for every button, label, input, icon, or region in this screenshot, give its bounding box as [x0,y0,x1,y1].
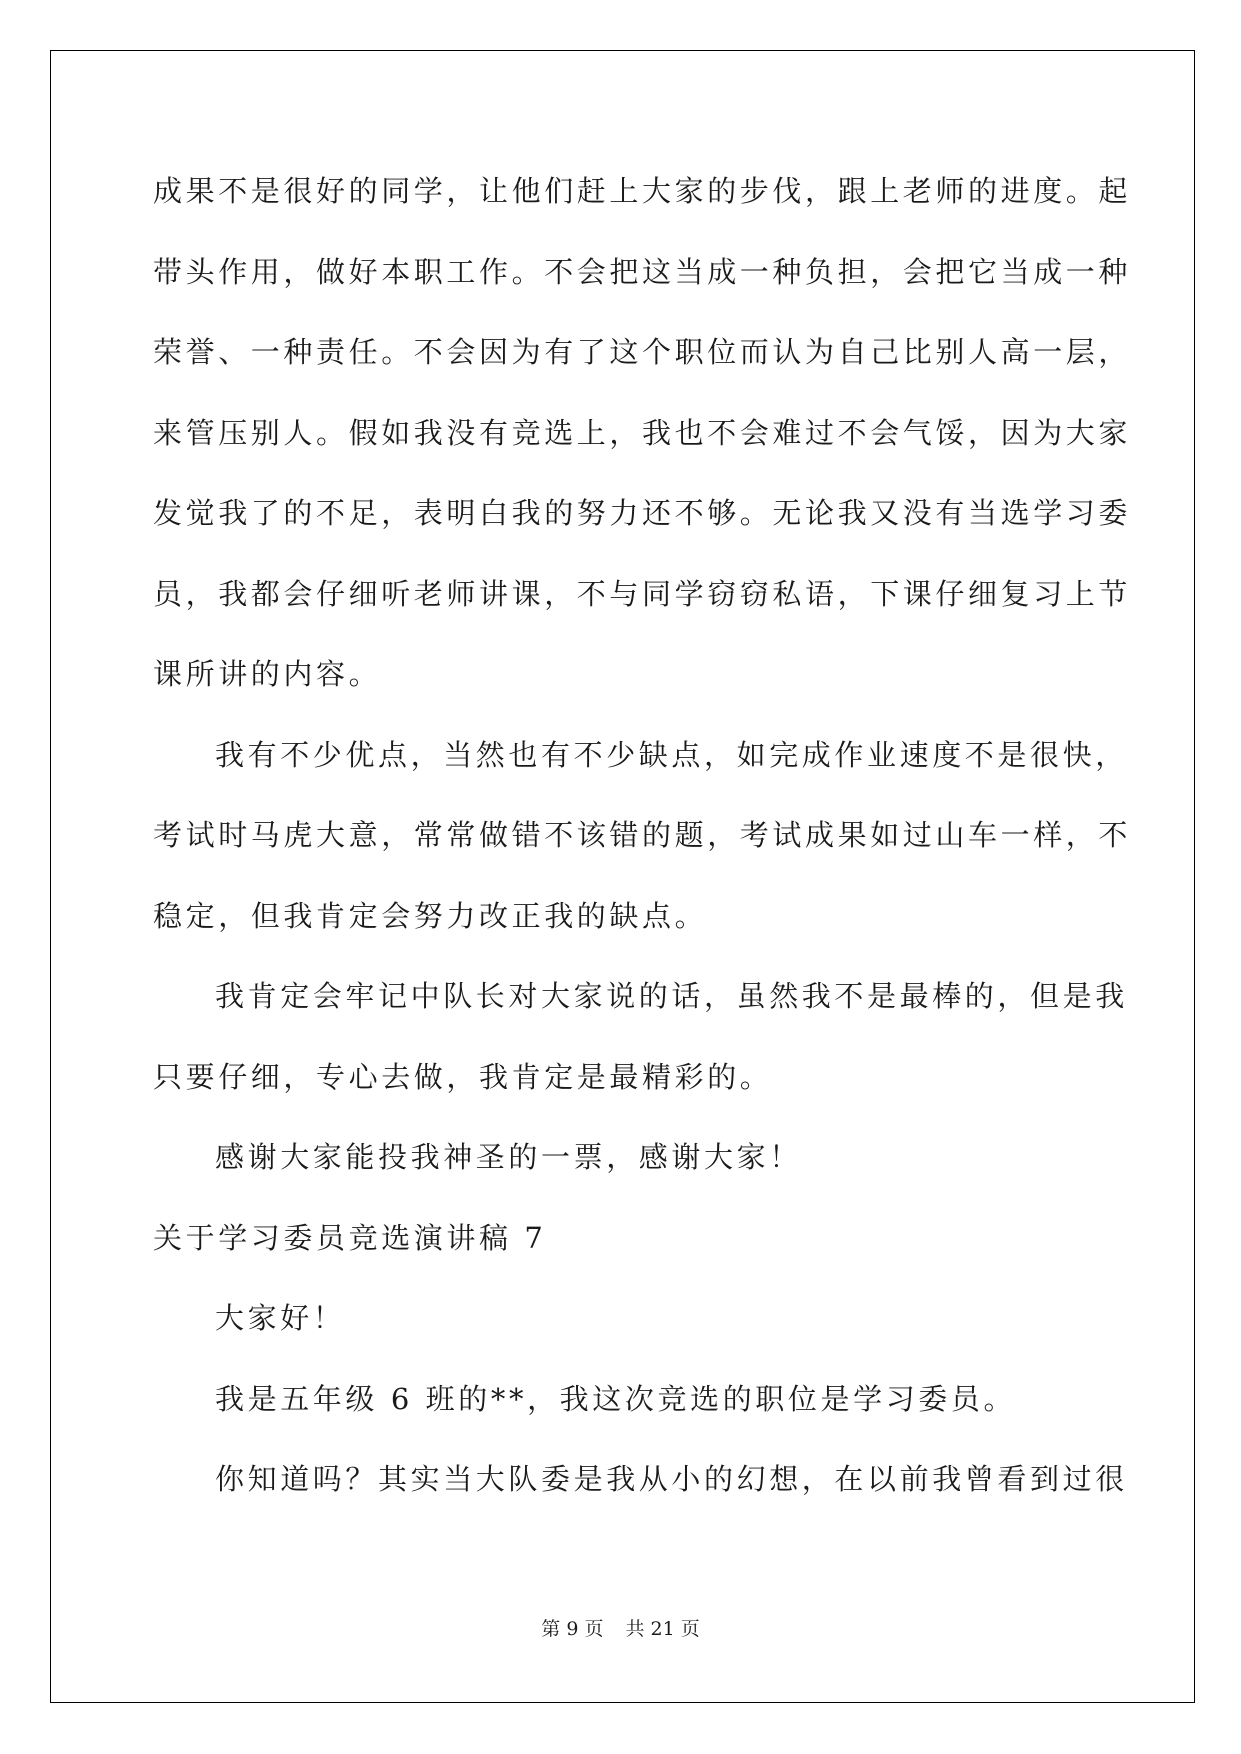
document-body [153,166,1132,1535]
section-heading: 关于学习委员竞选演讲稿 7 [153,1220,547,1255]
paragraph-start-line: 我是五年级 6 班的**，我这次竞选的职位是学习委员。 [215,1381,1017,1416]
page-number-total: 共 21 页 [625,1618,700,1640]
paragraph-start-line: 我肯定会牢记中队长对大家说的话，虽然我不是最棒的，但是我 [215,979,1128,1013]
greeting-line: 大家好！ [215,1301,346,1335]
text-line: 只要仔细，专心去做，我肯定是最精彩的。 [153,1059,773,1094]
text-line: 课所讲的内容。 [153,657,382,691]
text-line: 发觉我了的不足，表明白我的努力还不够。无论我又没有当选学习委 [153,496,1132,530]
text-line: 带头作用，做好本职工作。不会把这当成一种负担，会把它当成一种 [153,254,1132,289]
text-line: 稳定，但我肯定会努力改正我的缺点。 [153,898,708,933]
text-line: 考试时马虎大意，常常做错不该错的题，考试成果如过山车一样，不 [153,818,1132,852]
text-line: 来管压别人。假如我没有竞选上，我也不会难过不会气馁，因为大家 [153,415,1132,450]
page-footer [0,1614,1241,1641]
text-line: 成果不是很好的同学，让他们赶上大家的步伐，跟上老师的进度。起 [153,174,1132,208]
text-line: 员，我都会仔细听老师讲课，不与同学窃窃私语，下课仔细复习上节 [153,576,1132,611]
page-number-current: 第 9 页 [541,1618,604,1640]
text-line: 荣誉、一种责任。不会因为有了这个职位而认为自己比别人高一层， [153,335,1132,369]
paragraph-start-line: 我有不少优点，当然也有不少缺点，如完成作业速度不是很快， [215,737,1128,772]
paragraph-start-line: 感谢大家能投我神圣的一票，感谢大家！ [215,1140,802,1174]
paragraph-start-line: 你知道吗？其实当大队委是我从小的幻想，在以前我曾看到过很 [215,1462,1128,1496]
